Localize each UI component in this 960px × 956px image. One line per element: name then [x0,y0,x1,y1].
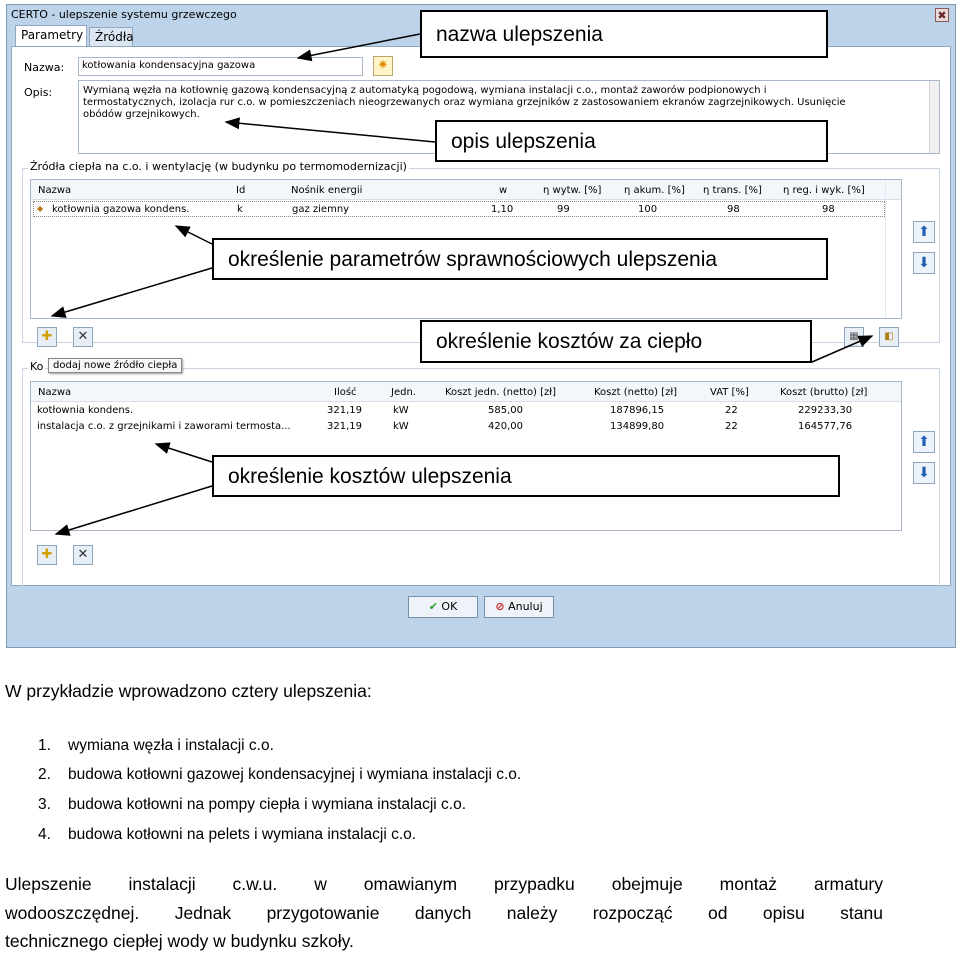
calculator-icon[interactable]: ▦ [844,327,864,347]
row-icon: ◆ [37,204,44,213]
list-item: 4. budowa kotłowni na pelets i wymiana instalacji c.o. [38,826,417,843]
cost-qty: 321,19 [327,405,362,416]
cost-name: instalacja c.o. z grzejnikami i zaworami termosta... [37,421,291,432]
paragraph-line-2: wodooszczędnej. Jednak przygotowanie danych należy rozpocząć od opisu stanu [5,903,883,923]
heat-cost-icon[interactable]: ◧ [879,327,899,347]
col-header-id: Id [236,185,246,196]
add-source-icon[interactable]: ✚ [37,327,57,347]
sources-move-up-icon[interactable]: ⬆ [913,221,935,243]
col-header-qty: Ilość [334,387,357,398]
cost-net: 134899,80 [610,421,665,432]
costs-move-up-icon[interactable]: ⬆ [913,431,935,453]
annotation-efficiency: określenie parametrów sprawnościowych ulepszenia [212,238,828,280]
col-header-carrier: Nośnik energii [291,185,363,196]
col-header-unit: Jedn. [391,387,416,398]
cost-net: 187896,15 [610,405,665,416]
name-input[interactable]: kotłowania kondensacyjna gazowa [78,57,363,76]
annotation-upgrade-cost: określenie kosztów ulepszenia [212,455,840,497]
arrow-efficiency-top [176,226,212,244]
source-eta-gen: 99 [557,204,570,215]
delete-source-icon[interactable]: ✕ [73,327,93,347]
source-id: k [237,204,243,215]
cost-unit: kW [393,405,409,416]
intro-text: W przykładzie wprowadzono cztery ulepszenia: [5,681,372,701]
col-header-eta-acc: η akum. [%] [624,185,685,196]
description-label: Opis: [24,86,53,99]
check-icon: ✔ [428,600,438,613]
source-name: kotłownia gazowa kondens. [52,204,190,215]
col-header-name: Nazwa [38,387,72,398]
cost-unit: kW [393,421,409,432]
costs-group-title: Ko [30,360,44,373]
costs-move-down-icon[interactable]: ⬇ [913,462,935,484]
col-header-gross-cost: Koszt (brutto) [zł] [780,387,868,398]
cost-vat: 22 [725,405,738,416]
annotation-heat-cost: określenie kosztów za ciepło [420,320,812,363]
cost-name: kotłownia kondens. [37,405,134,416]
col-header-eta-reg: η reg. i wyk. [%] [783,185,865,196]
source-eta-acc: 100 [638,204,658,215]
source-carrier: gaz ziemny [292,204,350,215]
col-header-net-cost: Koszt (netto) [zł] [594,387,678,398]
source-eta-trans: 98 [727,204,740,215]
tab-parametry[interactable]: Parametry [15,25,87,46]
name-label: Nazwa: [24,61,65,74]
tab-zrodla[interactable]: Źródła [89,27,133,46]
list-item: 1. wymiana węzła i instalacji c.o. [38,737,274,754]
cancel-icon: ⊘ [495,600,505,613]
col-header-eta-gen: η wytw. [%] [543,185,602,196]
col-header-vat: VAT [%] [710,387,749,398]
annotation-description: opis ulepszenia [435,120,828,162]
arrow-description [226,122,435,142]
cost-qty: 321,19 [327,421,362,432]
arrow-heat-cost [812,336,872,362]
cost-gross: 164577,76 [798,421,853,432]
add-source-tooltip: dodaj nowe źródło ciepła [48,358,182,373]
list-item: 2. budowa kotłowni gazowej kondensacyjnej i wymiana instalacji c.o. [38,766,522,783]
arrow-upgrade-cost-bottom [56,486,212,534]
ok-label: OK [441,600,458,613]
add-cost-icon[interactable]: ✚ [37,545,57,565]
col-header-unit-cost: Koszt jedn. (netto) [zł] [445,387,557,398]
arrow-upgrade-cost-top [156,444,212,462]
cost-unit-cost: 420,00 [488,421,523,432]
star-icon[interactable]: ✷ [373,56,393,76]
paragraph-line-1: Ulepszenie instalacji c.w.u. w omawianym przypadku obejmuje montaż armatury [5,874,883,894]
col-header-eta-trans: η trans. [%] [703,185,762,196]
cost-unit-cost: 585,00 [488,405,523,416]
delete-cost-icon[interactable]: ✕ [73,545,93,565]
source-w: 1,10 [491,204,514,215]
annotation-name: nazwa ulepszenia [420,10,828,58]
source-eta-reg: 98 [822,204,835,215]
col-header-w: w [499,185,508,196]
col-header-name: Nazwa [38,185,72,196]
paragraph-line-3: technicznego ciepłej wody w budynku szkoły. [5,931,354,951]
window-title: CERTO - ulepszenie systemu grzewczego [11,8,237,21]
arrow-efficiency-bottom [52,268,212,316]
sources-group-title: Źródła ciepła na c.o. i wentylację (w budynku po termomodernizacji) [30,160,407,173]
cost-gross: 229233,30 [798,405,853,416]
arrow-name [298,34,420,58]
cancel-label: Anuluj [508,600,543,613]
cost-vat: 22 [725,421,738,432]
sources-move-down-icon[interactable]: ⬇ [913,252,935,274]
close-button[interactable]: ✖ [935,8,949,22]
description-text: Wymianą węzła na kotłownię gazową kondensacyjną z automatyką pogodową, wymiana instalacji c.o., montaż zaworów podpionowych i termostatycznych, izolacja rur c.o. w pomieszczeniach nieogrzewanych oraz wymiana grzejników z zastosowaniem ekranów zagrzejnikowych. Usunięcie obódów grzejnikowych. [83,85,846,120]
list-item: 3. budowa kotłowni na pompy ciepła i wymiana instalacji c.o. [38,796,467,813]
